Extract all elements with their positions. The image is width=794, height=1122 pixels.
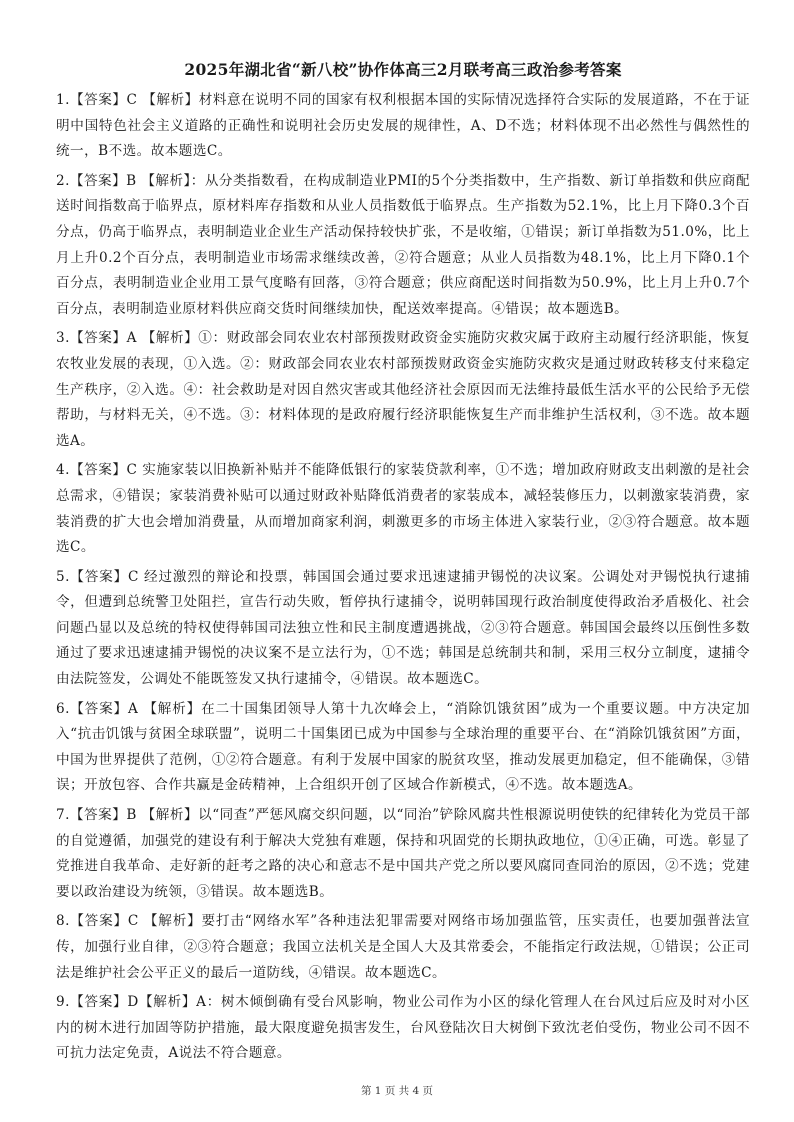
answer-item-4: 4.【答案】C 实施家装以旧换新补贴并不能降低银行的家装贷款利率，①不选；增加政府财政支出刺激的是社会总需求，④错误；家装消费补贴可以通过财政补贴降低消费者的家装成本，减轻装修压力，以刺激家装消费，家装消费的扩大也会增加消费量，从而增加商家利润，刺激更多的市场主体进入家装行业，②③符合题意。故本题选C。 xyxy=(56,462,750,556)
page-number: 第 1 页 共 4 页 xyxy=(360,1085,434,1097)
answer-item-1: 1.【答案】C 【解析】材料意在说明不同的国家有权利根据本国的实际情况选择符合实际的发展道路，不在于证明中国特色社会主义道路的正确性和说明社会历史发展的规律性，A、D不选；材料体现不出必然性与偶然性的统一，B不选。故本题选C。 xyxy=(56,92,750,160)
answer-list xyxy=(56,88,750,1067)
answer-item-2: 2.【答案】B 【解析】：从分类指数看，在构成制造业PMI的5个分类指数中，生产指数、新订单指数和供应商配送时间指数高于临界点，原材料库存指数和从业人员指数低于临界点。生产指数为52.1%，比上月下降0.3个百分点，仍高于临界点，表明制造业企业生产活动保持较快扩张，不是收缩，①错误；新订单指数为51.0%，比上月上升0.2个百分点，表明制造业市场需求继续改善，②符合题意；从业人员指数为48.1%，比上月下降0.1个百分点，表明制造业企业用工景气度略有回落，③符合题意；供应商配送时间指数为50.9%，比上月上升0.7个百分点，表明制造业原材料供应商交货时间继续加快，配送效率提高。④错误；故本题选B。 xyxy=(56,172,750,317)
answer-item-6: 6.【答案】A 【解析】在二十国集团领导人第十九次峰会上，“消除饥饿贫困”成为一个重要议题。中方决定加入“抗击饥饿与贫困全球联盟”，说明二十国集团已成为中国参与全球治理的重要平台、在“消除饥饿贫困”方面，中国为世界提供了范例，①②符合题意。有利于发展中国家的脱贫攻坚，推动发展更加稳定，但不能确保，③错误；开放包容、合作共赢是金砖精神，上合组织开创了区域合作新模式，④不选。故本题选A。 xyxy=(56,700,750,794)
answer-item-7: 7.【答案】B 【解析】以“同查”严惩风腐交织问题，以“同治”铲除风腐共性根源说明使铁的纪律转化为党员干部的自觉遵循，加强党的建设有利于解决大党独有难题，保持和巩固党的长期执政地位，①④正确，可选。彰显了党推进自我革命、走好新的赶考之路的决心和意志不是中国共产党之所以要风腐同查同治的原因，②不选；党建要以政治建设为统领，③错误。故本题选B。 xyxy=(56,807,750,900)
answer-item-5: 5.【答案】C 经过激烈的辩论和投票，韩国国会通过要求迅速逮捕尹锡悦的决议案。公调处对尹锡悦执行逮捕令，但遭到总统警卫处阻拦，宣告行动失败，暂停执行逮捕令，说明韩国现行政治制度使得政治矛盾极化、社会问题凸显以及总统的特权使得韩国司法独立性和民主制度遭遇挑战，②③符合题意。韩国国会最终以压倒性多数通过了要求迅速逮捕尹锡悦的决议案不是立法行为，①不选；韩国是总统制共和制，采用三权分立制度，逮捕令由法院签发，公调处不能既签发又执行逮捕令，④错误。故本题选C。 xyxy=(56,568,750,688)
answer-item-3: 3.【答案】A 【解析】①：财政部会同农业农村部预拨财政资金实施防灾救灾属于政府主动履行经济职能，恢复农牧业发展的表现，①入选。②：财政部会同农业农村部预拨财政资金实施防灾救灾是通过财政转移支付来稳定生产秩序，②入选。④：社会救助是对因自然灾害或其他经济社会原因而无法维持最低生活水平的公民给予无偿帮助，与材料无关，④不选。③：材料体现的是政府履行经济职能恢复生产而非维护生活权利，③不选。故本题选A。 xyxy=(56,330,750,449)
page-title: 2025年湖北省“新八校”协作体高三2月联考高三政治参考答案 xyxy=(184,60,622,79)
answer-item-9: 9.【答案】D【解析】A：树木倾倒确有受台风影响，物业公司作为小区的绿化管理人在台风过后应及时对小区内的树木进行加固等防护措施，最大限度避免损害发生，台风登陆次日大树倒下致沈老伯受伤，物业公司不因不可抗力法定免责，A说法不符合题意。 xyxy=(56,994,750,1062)
answer-item-8: 8.【答案】C 【解析】要打击“网络水军”各种违法犯罪需要对网络市场加强监管，压实责任，也要加强普法宣传，加强行业自律，②③符合题意；我国立法机关是全国人大及其常委会，不能指定行政法规，①错误；公正司法是维护社会公平正义的最后一道防线，④错误。故本题选C。 xyxy=(56,913,750,981)
